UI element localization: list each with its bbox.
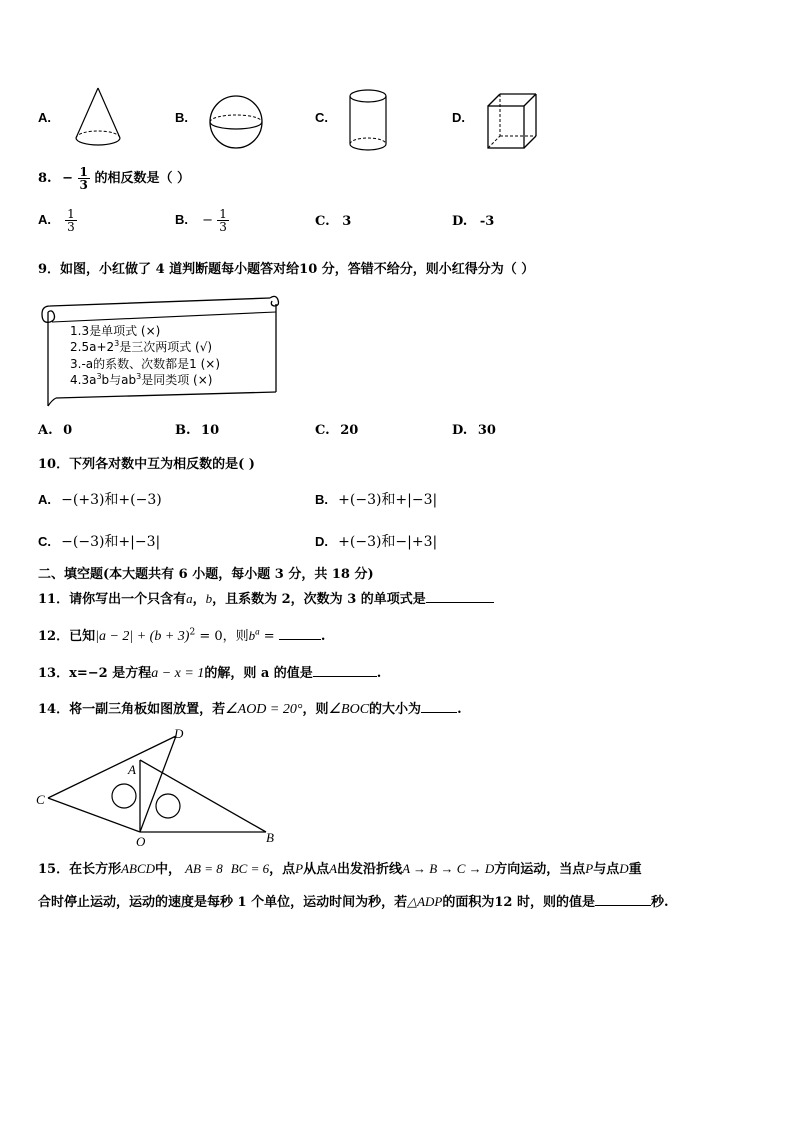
q9-option-a-value: 0 (63, 423, 73, 438)
q12-answer-blank[interactable] (279, 638, 321, 640)
q15-text-h: 重 (628, 862, 642, 877)
q8-option-c-value: 3 (342, 214, 352, 229)
scroll-line-1: 1.3是单项式 (×) (70, 324, 161, 338)
question-15-line-1 (38, 858, 642, 877)
q10-option-d-label: D. (315, 534, 328, 549)
q14-answer-blank[interactable] (421, 711, 457, 713)
q9-option-c (315, 423, 358, 438)
q11-answer-blank[interactable] (426, 601, 494, 603)
scroll-line-4 (70, 371, 212, 388)
sphere-icon (208, 94, 264, 150)
q12-expression: |a − 2| + (b + 3) (95, 629, 190, 644)
q9-option-b-label: B. (175, 423, 191, 438)
question-12 (38, 625, 325, 645)
q15-text-a: 15．在长方形 (38, 862, 122, 877)
q11-separator: ， (192, 592, 206, 607)
q8-option-b-label: B. (175, 212, 188, 227)
q15-text-b: 中， (155, 862, 182, 877)
q15-path: A → B → C → D (402, 861, 495, 876)
scroll-line-4-part-c: 是同类项 (×) (141, 373, 213, 387)
question-10-stem: 10．下列各对数中互为相反数的是( ) (38, 457, 255, 472)
q8-option-d-label: D. (452, 214, 468, 229)
q15-line-2-text-c: 秒. (651, 895, 669, 910)
scroll-line-4-sup-1: 3 (96, 372, 102, 381)
q8-option-c (315, 214, 351, 229)
cylinder-icon (348, 88, 390, 154)
q8-stem-fraction (78, 166, 90, 191)
q12-power-exponent: a (255, 626, 260, 637)
q8-option-d (452, 214, 494, 229)
q10-option-b (315, 489, 437, 509)
q15-ab-length: AB = 8 (185, 861, 223, 876)
q8-stem-tail: 的相反数是（ ） (94, 171, 190, 186)
fig14-label-b: B (266, 830, 274, 845)
q9-option-d (452, 423, 496, 438)
q12-equals: = (259, 629, 279, 644)
q10-option-c-expression: −(−3)和+|−3| (61, 534, 161, 550)
q9-option-d-value: 30 (477, 423, 496, 438)
fig14-label-a: A (128, 762, 136, 777)
q11-text-b: ，且系数为 2，次数为 3 的单项式是 (212, 592, 426, 607)
q8-a-numerator: 1 (67, 207, 75, 221)
q15-bc-length: BC = 6 (230, 861, 270, 876)
question-9-stem: 9．如图，小红做了 4 道判断题每小题答对给10 分，答错不给分，则小红得分为（ ） (38, 262, 535, 277)
scroll-line-4-part-b: b与ab (101, 373, 137, 387)
q15-answer-blank[interactable] (595, 904, 651, 906)
cuboid-icon (486, 92, 538, 150)
q8-option-a-label: A. (38, 212, 51, 227)
q9-option-c-value: 20 (340, 423, 359, 438)
q13-text-b: 的解，则 a 的值是 (204, 666, 313, 681)
q10-option-c-label: C. (38, 534, 51, 549)
q12-period: . (320, 629, 326, 644)
q15-point-a: A (329, 861, 338, 876)
q10-option-a (38, 489, 162, 509)
q15-text-c: ，点 (269, 862, 296, 877)
cone-icon (74, 86, 124, 152)
question-8-stem (38, 166, 190, 191)
q7-option-a-label: A. (38, 110, 51, 125)
q13-text-a: 13．x=−2 是方程 (38, 666, 152, 681)
q7-option-b-label: B. (175, 110, 188, 125)
q15-point-p: P (295, 861, 304, 876)
q9-option-a (38, 423, 72, 438)
fig14-label-o: O (136, 834, 146, 849)
question-15-line-2 (38, 891, 669, 910)
q9-option-d-label: D. (452, 423, 468, 438)
q15-text-d: 从点 (303, 862, 330, 877)
q10-option-a-expression: −(+3)和+(−3) (61, 492, 162, 508)
q8-minus: − (62, 171, 74, 186)
q14-text-a: 14．将一副三角板如图放置，若 (38, 702, 226, 717)
q14-angle-aod: ∠AOD = 20° (225, 702, 303, 717)
question-11 (38, 588, 494, 607)
q12-power-base: b (248, 628, 256, 643)
q8-a-denominator: 3 (67, 220, 75, 234)
fig14-label-d: D (174, 726, 184, 741)
q15-point-p-2: P (585, 861, 594, 876)
scroll-line-2-part-b: 是三次两项式 (√) (119, 340, 213, 354)
q12-equation-tail: = 0，则 (195, 629, 249, 644)
q13-answer-blank[interactable] (313, 675, 377, 677)
q8-option-d-value: -3 (479, 214, 495, 229)
question-13 (38, 662, 381, 682)
q10-option-b-expression: +(−3)和+|−3| (338, 492, 438, 508)
scroll-line-4-part-a: 4.3a (70, 373, 97, 387)
q11-text-a: 11．请你写出一个只含有 (38, 592, 187, 607)
q14-text-c: 的大小为 (369, 702, 422, 717)
q13-equation: a − x = 1 (151, 666, 205, 681)
scroll-line-2-superscript: 3 (114, 339, 120, 348)
fig14-label-c: C (36, 792, 45, 807)
q14-period: . (457, 702, 462, 717)
scroll-line-2 (70, 338, 212, 355)
q8-frac-numerator: 1 (79, 165, 88, 179)
q14-text-b: ，则 (302, 702, 329, 717)
triangle-set-figure (36, 726, 296, 852)
q12-square-exponent: 2 (189, 627, 196, 638)
q7-option-d-label: D. (452, 110, 465, 125)
q10-option-d (315, 531, 437, 551)
q15-text-f: 方向运动，当点 (494, 862, 586, 877)
q7-option-c-label: C. (315, 110, 328, 125)
q12-text-a: 12．已知 (38, 629, 96, 644)
q9-option-b-value: 10 (201, 423, 220, 438)
section-2-title: 二、填空题(本大题共有 6 小题，每小题 3 分，共 18 分) (38, 567, 374, 582)
q8-option-a (38, 208, 77, 233)
q9-option-b (175, 423, 219, 438)
q14-angle-boc: ∠BOC (328, 702, 370, 717)
q8-option-b-fraction (217, 208, 229, 233)
q10-option-c (38, 531, 160, 551)
q15-rect-name: ABCD (121, 861, 156, 876)
q15-line-2-text-a: 合时停止运动，运动的速度是每秒 1 个单位，运动时间为秒，若 (38, 895, 408, 910)
q11-var-b: b (205, 591, 213, 606)
scroll-line-2-part-a: 2.5a+2 (70, 340, 115, 354)
q8-option-b (175, 208, 229, 233)
q13-period: . (376, 666, 382, 681)
q15-triangle: △ADP (407, 894, 443, 909)
q8-b-numerator: 1 (219, 207, 227, 221)
question-8-number: 8. (38, 171, 52, 186)
q15-line-2-text-b: 的面积为12 时，则的值是 (442, 895, 596, 910)
scroll-line-4-sup-2: 3 (136, 372, 142, 381)
q10-option-a-label: A. (38, 492, 51, 507)
q8-b-minus: − (202, 213, 214, 228)
q8-b-denominator: 3 (219, 220, 227, 234)
q8-option-c-label: C. (315, 214, 330, 229)
q15-point-d: D (619, 861, 629, 876)
scroll-line-3: 3.-a的系数、次数都是1 (×) (70, 357, 221, 371)
q9-option-c-label: C. (315, 423, 330, 438)
q9-option-a-label: A. (38, 423, 53, 438)
q10-option-b-label: B. (315, 492, 328, 507)
q8-frac-denominator: 3 (79, 178, 88, 192)
q8-option-a-fraction (65, 208, 77, 233)
q15-text-g: 与点 (593, 862, 620, 877)
question-14 (38, 698, 462, 718)
q15-text-e: 出发沿折线 (337, 862, 403, 877)
q11-var-a: a (186, 591, 193, 606)
q10-option-d-expression: +(−3)和−|+3| (338, 534, 438, 550)
